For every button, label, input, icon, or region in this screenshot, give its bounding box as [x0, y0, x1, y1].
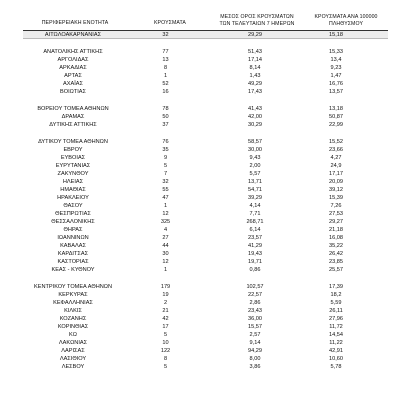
- table-row: [23, 170, 388, 178]
- cases-value: 1: [163, 267, 168, 273]
- region-name: ΚΟΡΙΝΘΙΑΣ: [57, 324, 89, 330]
- avg7-value: 36,00: [248, 316, 262, 322]
- cases-value: 76: [162, 139, 169, 145]
- table-row: [23, 178, 388, 186]
- region-name: ΗΡΑΚΛΕΙΟΥ: [57, 195, 89, 201]
- avg7-value: 17,43: [248, 89, 262, 95]
- region-name: ΗΛΕΙΑΣ: [62, 179, 84, 185]
- per100k-value: 23,85: [329, 259, 343, 265]
- table-row: [23, 210, 388, 218]
- cases-value: 13: [162, 57, 169, 63]
- avg7-value: 19,43: [248, 251, 262, 257]
- table-row: [23, 194, 388, 202]
- avg7-value: 19,71: [248, 259, 262, 265]
- cases-value: 55: [162, 187, 169, 193]
- region-name: ΘΗΡΑΣ: [63, 227, 83, 233]
- avg7-value: 0,86: [249, 267, 261, 273]
- table-row: [23, 307, 388, 315]
- table-row: [23, 88, 388, 96]
- per100k-value: 13,4: [330, 57, 342, 63]
- header-region: ΠΕΡΙΦΕΡΕΙΑΚΗ ΕΝΟΤΗΤΑ: [41, 20, 109, 26]
- table-row: [23, 331, 388, 339]
- region-name: ΛΕΣΒΟΥ: [61, 364, 85, 370]
- cases-value: 47: [162, 195, 169, 201]
- region-name: ΑΝΑΤΟΛΙΚΗΣ ΑΤΤΙΚΗΣ: [43, 49, 103, 55]
- table-row: [23, 323, 388, 331]
- avg7-value: 15,57: [248, 324, 262, 330]
- region-name: ΚΟΖΑΝΗΣ: [59, 316, 87, 322]
- region-name: ΚΕΡΚΥΡΑΣ: [58, 292, 88, 298]
- cases-value: 9: [163, 155, 168, 161]
- cases-value: 30: [162, 251, 169, 257]
- cases-value: 32: [162, 179, 169, 185]
- per100k-value: 16,76: [329, 81, 343, 87]
- region-name: ΛΑΡΙΣΑΣ: [61, 348, 85, 354]
- table-row: [23, 339, 388, 347]
- table-row: [23, 162, 388, 170]
- table-row: [23, 202, 388, 210]
- cases-value: 19: [162, 292, 169, 298]
- region-name: ΔΥΤΙΚΟΥ ΤΟΜΕΑ ΑΘΗΝΩΝ: [38, 139, 108, 145]
- table-row: [23, 31, 388, 39]
- table-row: [23, 64, 388, 72]
- table-row: [23, 299, 388, 307]
- per100k-value: 11,22: [329, 340, 343, 346]
- per100k-value: 21,18: [329, 227, 343, 233]
- per100k-value: 25,57: [329, 267, 343, 273]
- region-name: ΕΒΡΟΥ: [63, 147, 83, 153]
- per100k-value: 13,57: [329, 89, 343, 95]
- avg7-value: 8,00: [249, 356, 261, 362]
- region-name: ΑΡΤΑΣ: [64, 73, 82, 79]
- per100k-value: 39,12: [329, 187, 343, 193]
- region-name: ΛΑΚΩΝΙΑΣ: [58, 340, 88, 346]
- per100k-value: 1,47: [330, 73, 342, 79]
- region-name: ΕΥΡΥΤΑΝΙΑΣ: [55, 163, 91, 169]
- table-row: [23, 138, 388, 146]
- cases-value: 7: [163, 171, 168, 177]
- cases-value: 5: [163, 332, 168, 338]
- region-name: ΑΡΚΑΔΙΑΣ: [59, 65, 87, 71]
- region-name: ΚΑΡΔΙΤΣΑΣ: [57, 251, 89, 257]
- avg7-value: 2,86: [249, 300, 261, 306]
- table-row: [23, 250, 388, 258]
- per100k-value: 10,60: [329, 356, 343, 362]
- cases-value: 5: [163, 364, 168, 370]
- per100k-value: 20,09: [329, 179, 343, 185]
- table-row: [23, 154, 388, 162]
- region-name: ΔΥΤΙΚΗΣ ΑΤΤΙΚΗΣ: [49, 122, 97, 128]
- region-name: ΚΙΛΚΙΣ: [64, 308, 82, 314]
- per100k-value: 4,27: [330, 155, 342, 161]
- header-cases: ΚΡΟΥΣΜΑΤΑ: [154, 20, 186, 26]
- region-name: ΑΙΤΩΛΟΑΚΑΡΝΑΝΙΑΣ: [44, 32, 102, 38]
- per100k-value: 27,96: [329, 316, 343, 322]
- cases-value: 35: [162, 147, 169, 153]
- per100k-value: 26,11: [329, 308, 343, 314]
- table-row: [23, 258, 388, 266]
- table-row: [23, 283, 388, 291]
- per100k-value: 7,26: [330, 203, 342, 209]
- avg7-value: 23,43: [248, 308, 262, 314]
- table-row: [23, 234, 388, 242]
- region-name: ΚΕΦΑΛΛΗΝΙΑΣ: [53, 300, 93, 306]
- avg7-value: 54,71: [248, 187, 262, 193]
- cases-value: 325: [160, 219, 171, 225]
- table-row: [23, 226, 388, 234]
- region-name: ΖΑΚΥΝΘΟΥ: [57, 171, 89, 177]
- header-7day-average: ΜΕΣΟΣ ΟΡΟΣ ΚΡΟΥΣΜΑΤΩΝ ΤΩΝ ΤΕΛΕΥΤΑΙΩΝ 7 ΗΜΕΡΩΝ: [219, 14, 295, 27]
- avg7-value: 3,86: [249, 364, 261, 370]
- per100k-value: 15,18: [329, 32, 343, 38]
- cases-value: 42: [162, 316, 169, 322]
- region-name: ΑΡΓΟΛΙΔΑΣ: [57, 57, 89, 63]
- header-cases-per-100k: ΚΡΟΥΣΜΑΤΑ ΑΝΑ 100000 ΠΛΗΘΥΣΜΟΥ: [314, 14, 378, 27]
- per100k-value: 15,39: [329, 195, 343, 201]
- cases-value: 179: [160, 284, 171, 290]
- avg7-value: 6,14: [249, 227, 261, 233]
- table-row: [23, 146, 388, 154]
- cases-value: 44: [162, 243, 169, 249]
- per100k-value: 24,9: [330, 163, 342, 169]
- cases-value: 21: [162, 308, 169, 314]
- per100k-value: 14,54: [329, 332, 343, 338]
- avg7-value: 42,00: [248, 114, 262, 120]
- region-name: ΚΑΒΑΛΑΣ: [60, 243, 86, 249]
- cases-value: 2: [163, 300, 168, 306]
- region-name: ΛΑΣΙΘΙΟΥ: [59, 356, 87, 362]
- table-row: [23, 218, 388, 226]
- avg7-value: 51,43: [248, 49, 262, 55]
- region-name: ΘΑΣΟΥ: [63, 203, 83, 209]
- table-row: [23, 80, 388, 88]
- per100k-value: 17,39: [329, 284, 343, 290]
- per100k-value: 5,59: [330, 300, 342, 306]
- region-name: ΔΡΑΜΑΣ: [61, 114, 85, 120]
- table-row: [23, 242, 388, 250]
- table-row: [23, 347, 388, 355]
- per100k-value: 15,33: [329, 49, 343, 55]
- table-row: [23, 291, 388, 299]
- avg7-value: 41,29: [248, 243, 262, 249]
- cases-value: 4: [163, 227, 168, 233]
- avg7-value: 9,43: [249, 155, 261, 161]
- avg7-value: 30,29: [248, 122, 262, 128]
- cases-value: 12: [162, 259, 169, 265]
- per100k-value: 29,27: [329, 219, 343, 225]
- region-name: ΚΩ: [69, 332, 77, 338]
- region-name: ΘΕΣΣΑΛΟΝΙΚΗΣ: [51, 219, 95, 225]
- table-row: [23, 48, 388, 56]
- avg7-value: 29,29: [248, 32, 262, 38]
- avg7-value: 2,57: [249, 332, 261, 338]
- cases-value: 50: [162, 114, 169, 120]
- avg7-value: 49,29: [248, 81, 262, 87]
- avg7-value: 268,71: [246, 219, 264, 225]
- per100k-value: 26,42: [329, 251, 343, 257]
- avg7-value: 8,14: [249, 65, 261, 71]
- cases-value: 17: [162, 324, 169, 330]
- region-name: ΒΟΙΩΤΙΑΣ: [60, 89, 86, 95]
- region-name: ΘΕΣΠΡΩΤΙΑΣ: [55, 211, 91, 217]
- cases-value: 1: [163, 73, 168, 79]
- cases-value: 16: [162, 89, 169, 95]
- per100k-value: 15,52: [329, 139, 343, 145]
- region-name: ΕΥΒΟΙΑΣ: [60, 155, 86, 161]
- avg7-value: 13,71: [248, 179, 262, 185]
- avg7-value: 94,29: [248, 348, 262, 354]
- table-row: [23, 121, 388, 129]
- cases-value: 32: [162, 32, 169, 38]
- avg7-value: 17,14: [248, 57, 262, 63]
- cases-value: 78: [162, 106, 169, 112]
- region-name: ΑΧΑΪΑΣ: [63, 81, 83, 87]
- table-row: [23, 355, 388, 363]
- table-row: [23, 315, 388, 323]
- region-name: ΒΟΡΕΙΟΥ ΤΟΜΕΑ ΑΘΗΝΩΝ: [37, 106, 109, 112]
- avg7-value: 22,57: [248, 292, 262, 298]
- region-name: ΗΜΑΘΙΑΣ: [60, 187, 86, 193]
- per100k-value: 23,66: [329, 147, 343, 153]
- avg7-value: 39,29: [248, 195, 262, 201]
- table-row: [23, 105, 388, 113]
- avg7-value: 2,00: [249, 163, 261, 169]
- table-row: [23, 72, 388, 80]
- table-row: [23, 56, 388, 64]
- table-row: [23, 186, 388, 194]
- cases-value: 5: [163, 163, 168, 169]
- cases-value: 8: [163, 65, 168, 71]
- cases-value: 8: [163, 356, 168, 362]
- cases-value: 52: [162, 81, 169, 87]
- avg7-value: 1,43: [249, 73, 261, 79]
- per100k-value: 9,23: [330, 65, 342, 71]
- per100k-value: 5,78: [330, 364, 342, 370]
- per100k-value: 27,53: [329, 211, 343, 217]
- avg7-value: 23,57: [248, 235, 262, 241]
- per100k-value: 16,08: [329, 235, 343, 241]
- per100k-value: 22,99: [329, 122, 343, 128]
- cases-value: 122: [160, 348, 171, 354]
- cases-value: 27: [162, 235, 169, 241]
- avg7-value: 7,71: [249, 211, 261, 217]
- region-name: ΚΕΑΣ - ΚΥΘΝΟΥ: [51, 267, 95, 273]
- table-row: [23, 113, 388, 121]
- per100k-value: 18,2: [330, 292, 342, 298]
- per100k-value: 17,17: [329, 171, 343, 177]
- avg7-value: 30,00: [248, 147, 262, 153]
- per100k-value: 11,72: [329, 324, 343, 330]
- avg7-value: 58,57: [248, 139, 262, 145]
- table-row: [23, 363, 388, 371]
- avg7-value: 5,57: [249, 171, 261, 177]
- avg7-value: 41,43: [248, 106, 262, 112]
- table-row: [23, 266, 388, 274]
- per100k-value: 42,91: [329, 348, 343, 354]
- avg7-value: 102,57: [246, 284, 264, 290]
- cases-value: 1: [163, 203, 168, 209]
- per100k-value: 13,18: [329, 106, 343, 112]
- region-name: ΚΑΣΤΟΡΙΑΣ: [57, 259, 89, 265]
- cases-value: 77: [162, 49, 169, 55]
- avg7-value: 9,14: [249, 340, 261, 346]
- cases-value: 12: [162, 211, 169, 217]
- per100k-value: 35,22: [329, 243, 343, 249]
- cases-value: 10: [162, 340, 169, 346]
- region-name: ΚΕΝΤΡΙΚΟΥ ΤΟΜΕΑ ΑΘΗΝΩΝ: [33, 284, 112, 290]
- per100k-value: 50,87: [329, 114, 343, 120]
- region-name: ΙΩΑΝΝΙΝΩΝ: [57, 235, 89, 241]
- avg7-value: 4,14: [249, 203, 261, 209]
- cases-value: 37: [162, 122, 169, 128]
